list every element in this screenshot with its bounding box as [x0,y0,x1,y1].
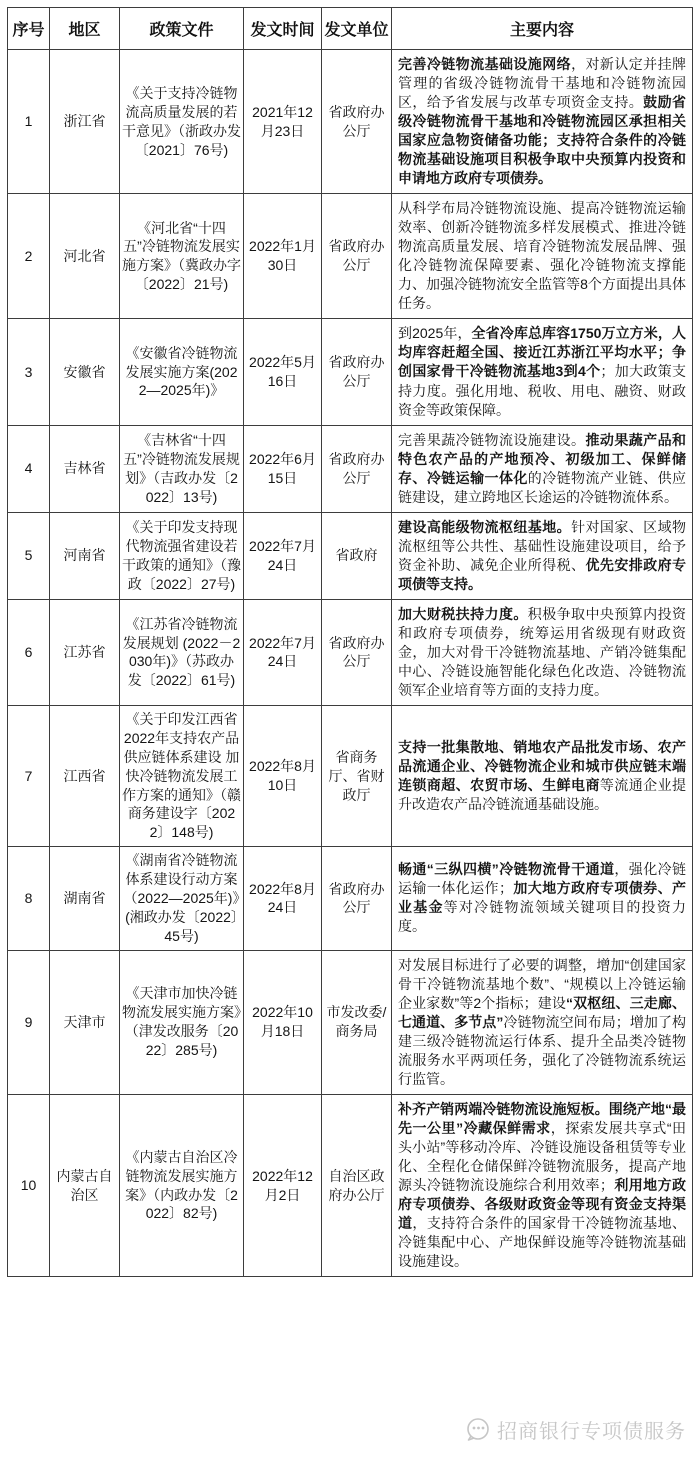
issuer-cell: 省商务厅、省财政厅 [322,705,392,846]
content-segment: 等流通企业提升改造农产品冷链流通基础设施。 [398,777,687,813]
no-cell: 9 [8,950,50,1094]
content-segment-bold: 全省冷库总库容1750万立方米，人均库容赶超全国、接近江苏浙江平均水平；争创国家骨干冷链物流基地3到4个 [398,325,686,380]
content-segment-bold: 加大地方政府专项债券、产业基金 [398,880,687,916]
column-header-0: 序号 [8,8,50,50]
region-cell: 河北省 [50,194,120,319]
issuer-cell: 自治区政府办公厅 [322,1094,392,1276]
content-segment-bold: “双枢纽、三走廊、七通道、多节点” [398,994,687,1030]
region-cell: 河南省 [50,512,120,599]
date-cell: 2022年7月24日 [244,512,322,599]
content-cell [392,847,693,950]
table-row [8,194,693,319]
content-segment: 针对国家、区域物流枢纽等公共性、基础性设施建设项目，给予资金补助、减免企业所得税、 [398,518,687,573]
issuer-cell: 省政府办公厅 [322,194,392,319]
date-cell: 2022年5月16日 [244,319,322,425]
content-cell [392,425,693,512]
content-segment: 对发展目标进行了必要的调整，增加“创建国家骨干冷链物流基地个数”、“规模以上冷链运输企业家数”等2个指标；建设 [398,956,686,1011]
content-segment: 从科学布局冷链物流设施、提高冷链物流运输效率、创新冷链物流多样发展模式、推进冷链物流高质量发展、培育冷链物流发展品牌、强化冷链物流保障要素、强化冷链物流支撑能力、加强冷链物流安全监管等8个方面提出具体任务。 [398,200,686,312]
content-cell [392,599,693,705]
content-segment-bold: 利用地方政府专项债券、各级财政资金等现有资金支持渠道 [398,1177,687,1232]
date-cell: 2022年10月18日 [244,950,322,1094]
content-segment: 积极争取中央预算内投资和政府专项债券，统筹运用省级现有财政资金，加大对骨干冷链物流基地、产销冷链集配中心、冷链设施智能化绿色化改造、冷链物流领军企业培育等方面的支持力度。 [398,605,687,698]
no-cell: 10 [8,1094,50,1276]
policy-cell: 《河北省“十四五”冷链物流发展实施方案》（冀政办字〔2022〕21号) [120,194,244,319]
date-cell: 2022年7月24日 [244,599,322,705]
content-segment-bold: 加大财税扶持力度。 [398,605,528,622]
policy-cell: 《关于印发江西省2022年支持农产品供应链体系建设 加快冷链物流发展工作方案的通知》（赣商务建设字〔2022〕148号) [120,705,244,846]
table-body [8,50,693,1277]
table-header-row [8,8,693,50]
content-segment-bold: 支持一批集散地、销地农产品批发市场、农产品流通企业、冷链物流企业和城市供应链末端连锁商超、农贸市场、生鲜电商 [398,739,686,794]
no-cell: 3 [8,319,50,425]
region-cell: 江苏省 [50,599,120,705]
region-cell: 吉林省 [50,425,120,512]
issuer-cell: 省政府办公厅 [322,50,392,194]
policy-cell: 《湖南省冷链物流体系建设行动方案（2022—2025年)》(湘政办发〔2022〕45号) [120,847,244,950]
no-cell: 6 [8,599,50,705]
no-cell: 8 [8,847,50,950]
policy-cell: 《江苏省冷链物流发展规划 (2022－2030年)》（苏政办发〔2022〕61号) [120,599,244,705]
no-cell: 4 [8,425,50,512]
content-segment: 到2025年， [398,325,472,342]
content-segment-bold: 优先安排政府专项债等支持。 [398,556,687,592]
content-segment-bold: 完善冷链物流基础设施网络 [398,56,572,72]
policy-cell: 《关于印发支持现代物流强省建设若干政策的通知》（豫政〔2022〕27号) [120,512,244,599]
region-cell: 内蒙古自治区 [50,1094,120,1276]
no-cell: 7 [8,705,50,846]
content-segment: ，对新认定并挂牌管理的省级冷链物流骨干基地和冷链物流园区，给予省发展与改革专项资金支持。 [398,56,687,111]
table-row [8,512,693,599]
content-segment: ；加大政策支持力度。强化用地、税收、用电、融资、财政资金等政策保障。 [398,363,686,418]
content-cell [392,50,693,194]
table-row [8,847,693,950]
no-cell: 1 [8,50,50,194]
column-header-2: 政策文件 [120,8,244,50]
wechat-icon [465,1417,491,1443]
issuer-cell: 省政府 [322,512,392,599]
column-header-3: 发文时间 [244,8,322,50]
table-row [8,1094,693,1276]
table-row [8,425,693,512]
content-segment-bold: 补齐产销两端冷链物流设施短板。围绕产地“最先一公里”冷藏保鲜需求 [398,1100,686,1136]
date-cell: 2021年12月23日 [244,50,322,194]
watermark [465,1415,686,1444]
policy-cell: 《吉林省“十四五”冷链物流发展规划》（吉政办发〔2022〕13号) [120,425,244,512]
content-segment: 冷链物流空间布局；增加了构建三级冷链物流运行体系、提升全品类冷链物流服务水平两项任务，强化了冷链物流系统运行监管。 [398,1013,687,1087]
content-segment: ，支持符合条件的国家骨干冷链物流基地、冷链集配中心、产地保鲜设施等冷链物流基础设施建设。 [398,1215,686,1270]
table-row [8,950,693,1094]
date-cell: 2022年6月15日 [244,425,322,512]
watermark-label: 招商银行专项债服务 [497,1421,686,1443]
content-segment-bold: 鼓励省级冷链物流骨干基地和冷链物流园区承担相关国家应急物资储备功能；支持符合条件的冷链物流基础设施项目积极争取中央预算内投资和申请地方政府专项债券。 [398,94,687,187]
date-cell: 2022年8月10日 [244,705,322,846]
content-cell [392,319,693,425]
policy-cell: 《安徽省冷链物流发展实施方案(2022—2025年)》 [120,319,244,425]
content-cell [392,512,693,599]
region-cell: 浙江省 [50,50,120,194]
region-cell: 江西省 [50,705,120,846]
content-segment-bold: 建设高能级物流枢纽基地。 [398,518,572,535]
no-cell: 2 [8,194,50,319]
content-cell [392,705,693,846]
region-cell: 安徽省 [50,319,120,425]
policy-cell: 《天津市加快冷链物流发展实施方案》（津发改服务〔2022〕285号) [120,950,244,1094]
table-row [8,599,693,705]
date-cell: 2022年12月2日 [244,1094,322,1276]
region-cell: 天津市 [50,950,120,1094]
no-cell: 5 [8,512,50,599]
content-segment-bold: 畅通“三纵四横”冷链物流骨干通道 [398,861,615,878]
date-cell: 2022年8月24日 [244,847,322,950]
content-segment: 等对冷链物流领域关键项目的投资力度。 [398,899,687,935]
content-cell [392,950,693,1094]
table-row [8,705,693,846]
policy-cell: 《内蒙古自治区冷链物流发展实施方案》（内政办发〔2022〕82号) [120,1094,244,1276]
content-segment: ，强化冷链运输一体化运作； [398,861,687,897]
content-cell [392,194,693,319]
region-cell: 湖南省 [50,847,120,950]
issuer-cell: 省政府办公厅 [322,599,392,705]
column-header-5: 主要内容 [392,8,693,50]
table-row [8,319,693,425]
date-cell: 2022年1月30日 [244,194,322,319]
issuer-cell: 省政府办公厅 [322,847,392,950]
issuer-cell: 省政府办公厅 [322,425,392,512]
column-header-1: 地区 [50,8,120,50]
issuer-cell: 市发改委/商务局 [322,950,392,1094]
content-segment: 完善果蔬冷链物流设施建设。 [398,431,586,448]
policy-table [7,7,693,1277]
content-cell [392,1094,693,1276]
column-header-4: 发文单位 [322,8,392,50]
content-segment: 的冷链物流产业链、供应链建设，建立跨地区长途运的冷链物流体系。 [398,469,687,505]
policy-cell: 《关于支持冷链物流高质量发展的若干意见》（浙政办发〔2021〕76号) [120,50,244,194]
content-segment: ，探索发展共享式“田头小站”等移动冷库、冷链设施设备租赁等专业化、全程化仓储保鲜冷链物流服务，提高产地源头冷链物流设施综合利用效率； [398,1119,686,1193]
content-segment-bold: 推动果蔬产品和特色农产品的产地预冷、初级加工、保鲜储存、冷链运输一体化 [398,431,687,486]
issuer-cell: 省政府办公厅 [322,319,392,425]
table-row [8,50,693,194]
